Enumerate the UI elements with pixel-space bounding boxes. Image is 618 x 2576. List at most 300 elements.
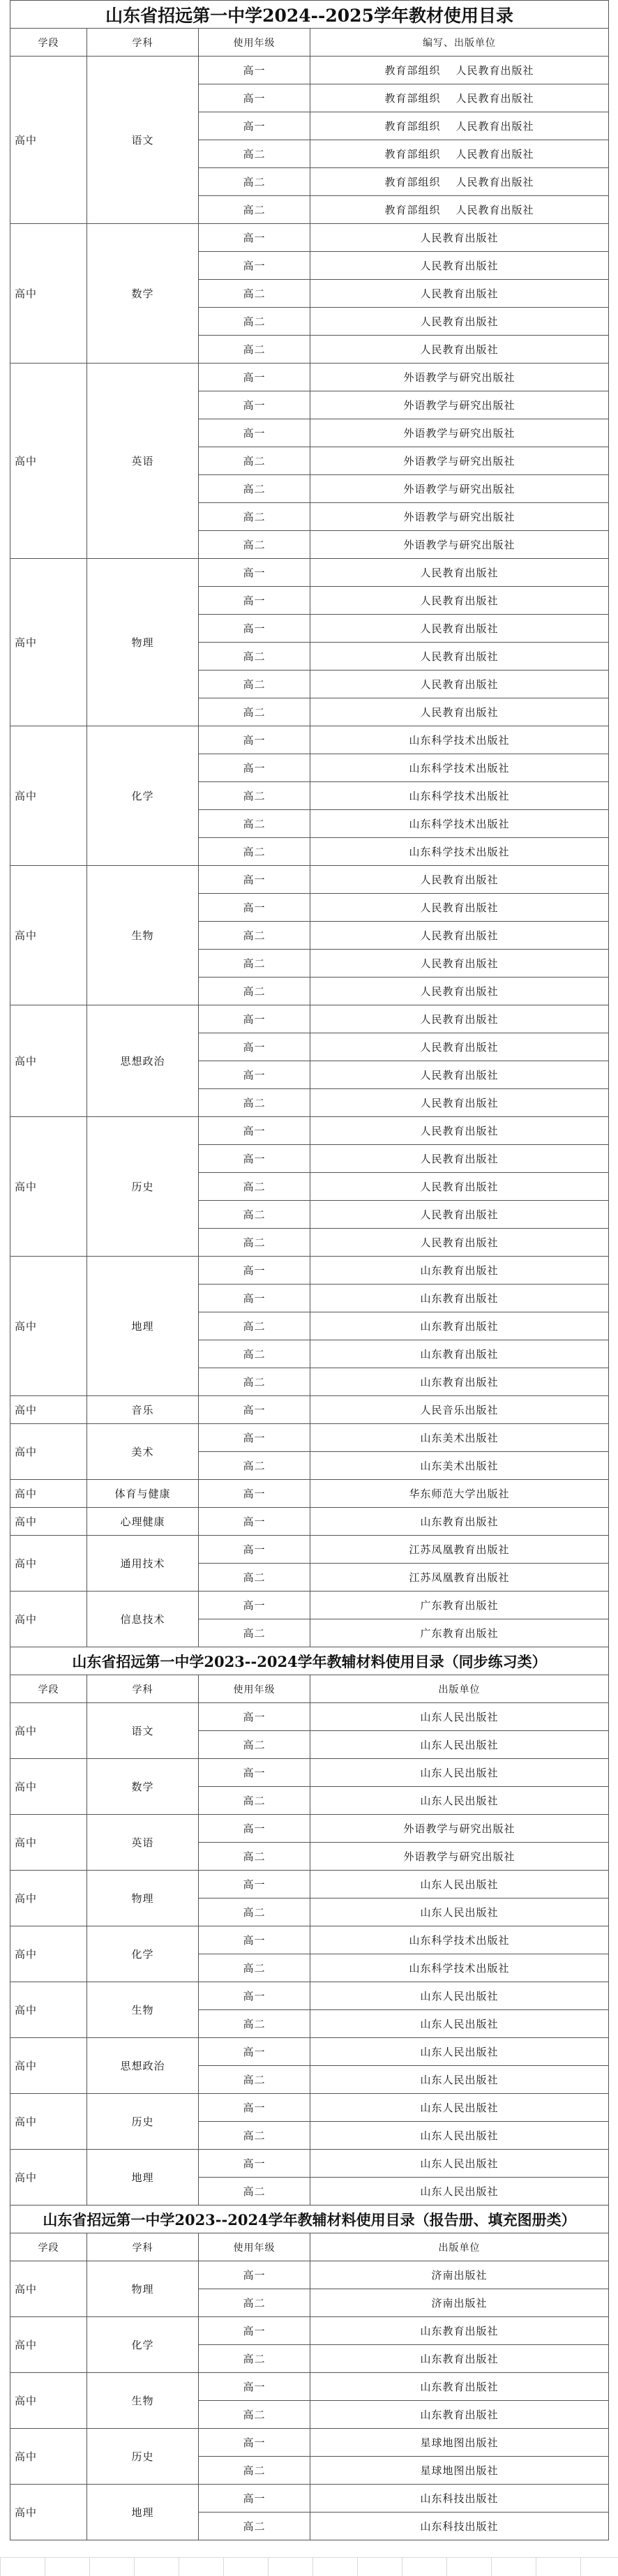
publisher-text: 济南出版社 bbox=[431, 2297, 488, 2309]
publisher-cell bbox=[310, 84, 609, 112]
publisher-cell bbox=[310, 2261, 609, 2289]
publisher-cell bbox=[310, 2485, 609, 2513]
catalog-document bbox=[10, 0, 608, 2540]
table-row bbox=[10, 1592, 609, 1619]
publisher-cell bbox=[310, 643, 609, 671]
column-header: 学段 bbox=[10, 2233, 87, 2261]
publisher-text: 山东教育出版社 bbox=[420, 2325, 499, 2337]
grade-cell: 高二 bbox=[199, 1089, 310, 1117]
grade-cell: 高二 bbox=[199, 1312, 310, 1340]
stage-cell: 高中 bbox=[10, 1117, 87, 1257]
publisher-text: 人民教育出版社 bbox=[420, 985, 499, 998]
grade-cell: 高二 bbox=[199, 280, 310, 308]
publisher-cell bbox=[310, 726, 609, 754]
grade-cell: 高二 bbox=[199, 2401, 310, 2429]
grade-cell: 高一 bbox=[199, 1815, 310, 1843]
stage-cell: 高中 bbox=[10, 2373, 87, 2429]
publisher-cell bbox=[310, 1899, 609, 1926]
grade-cell: 高一 bbox=[199, 2317, 310, 2345]
publisher-text: 山东科学技术出版社 bbox=[409, 762, 510, 774]
publisher-cell bbox=[310, 112, 609, 140]
publisher-text: 外语教学与研究出版社 bbox=[403, 399, 515, 412]
publisher-text: 山东科学技术出版社 bbox=[409, 1934, 510, 1947]
publisher-text: 山东人民出版社 bbox=[420, 2102, 499, 2114]
publisher-text: 山东科学技术出版社 bbox=[409, 790, 510, 802]
grade-cell: 高一 bbox=[199, 364, 310, 391]
stage-cell: 高中 bbox=[10, 1815, 87, 1871]
grade-cell: 高一 bbox=[199, 1061, 310, 1089]
publisher-cell bbox=[310, 1257, 609, 1285]
table-row bbox=[10, 1871, 609, 1899]
publisher-cell bbox=[310, 950, 609, 978]
grade-cell: 高二 bbox=[199, 140, 310, 168]
grade-cell: 高一 bbox=[199, 1005, 310, 1033]
grade-cell: 高一 bbox=[199, 1871, 310, 1899]
grade-cell: 高一 bbox=[199, 615, 310, 643]
publisher-text: 广东教育出版社 bbox=[420, 1627, 499, 1640]
stage-cell: 高中 bbox=[10, 1592, 87, 1647]
publisher-text: 山东人民出版社 bbox=[420, 1711, 499, 1723]
publisher-cell bbox=[310, 1173, 609, 1201]
stage-cell: 高中 bbox=[10, 2150, 87, 2206]
grade-cell: 高二 bbox=[199, 810, 310, 838]
grade-cell: 高一 bbox=[199, 1508, 310, 1536]
publisher-cell bbox=[310, 615, 609, 643]
grade-cell: 高一 bbox=[199, 1759, 310, 1787]
publisher-text: 山东人民出版社 bbox=[420, 1767, 499, 1779]
publisher-text: 人民教育出版社 bbox=[420, 232, 499, 244]
stage-cell: 高中 bbox=[10, 1536, 87, 1592]
publisher-text: 山东人民出版社 bbox=[420, 2129, 499, 2142]
grade-cell: 高二 bbox=[199, 447, 310, 475]
table-row bbox=[10, 2485, 609, 2513]
subject-cell: 思想政治 bbox=[87, 2038, 199, 2094]
table-row bbox=[10, 1396, 609, 1424]
publisher-cell bbox=[310, 1285, 609, 1312]
subject-cell: 地理 bbox=[87, 1257, 199, 1396]
publisher-cell bbox=[310, 1312, 609, 1340]
grade-cell: 高二 bbox=[199, 978, 310, 1005]
publisher-cell bbox=[310, 1201, 609, 1229]
grade-cell: 高二 bbox=[199, 503, 310, 531]
grade-cell: 高一 bbox=[199, 391, 310, 419]
grade-cell: 高二 bbox=[199, 308, 310, 336]
publisher-cell bbox=[310, 2066, 609, 2094]
subject-cell: 通用技术 bbox=[87, 1536, 199, 1592]
subject-cell: 历史 bbox=[87, 1117, 199, 1257]
column-header: 学段 bbox=[10, 1675, 87, 1703]
stage-cell: 高中 bbox=[10, 1257, 87, 1396]
publisher-cell bbox=[310, 1089, 609, 1117]
grade-cell: 高二 bbox=[199, 950, 310, 978]
publisher-text: 人民教育出版社 bbox=[455, 64, 534, 77]
publisher-text: 星球地图出版社 bbox=[420, 2436, 499, 2449]
publisher-cell bbox=[310, 1480, 609, 1508]
table-row bbox=[10, 726, 609, 754]
publisher-text: 山东人民出版社 bbox=[420, 1739, 499, 1751]
stage-cell: 高中 bbox=[10, 1926, 87, 1982]
publisher-text: 外语教学与研究出版社 bbox=[403, 511, 515, 523]
publisher-text: 人民教育出版社 bbox=[420, 1125, 499, 1137]
table-row bbox=[10, 1815, 609, 1843]
subject-cell: 英语 bbox=[87, 364, 199, 559]
grade-cell: 高一 bbox=[199, 2261, 310, 2289]
stage-cell: 高中 bbox=[10, 2094, 87, 2150]
table-row bbox=[10, 1508, 609, 1536]
publisher-text: 人民教育出版社 bbox=[420, 706, 499, 719]
table-row bbox=[10, 224, 609, 252]
publisher-cell bbox=[310, 1954, 609, 1982]
stage-cell: 高中 bbox=[10, 1759, 87, 1815]
catalog-section-table bbox=[10, 0, 609, 1647]
publisher-text: 人民教育出版社 bbox=[420, 957, 499, 970]
table-row bbox=[10, 2373, 609, 2401]
publisher-cell bbox=[310, 2094, 609, 2122]
publisher-text: 山东教育出版社 bbox=[420, 2353, 499, 2365]
publisher-text: 山东人民出版社 bbox=[420, 1878, 499, 1891]
table-row bbox=[10, 1759, 609, 1787]
grade-cell: 高一 bbox=[199, 2485, 310, 2513]
publisher-cell bbox=[310, 2457, 609, 2485]
subject-cell: 化学 bbox=[87, 2317, 199, 2373]
grade-cell: 高一 bbox=[199, 2429, 310, 2457]
stage-cell: 高中 bbox=[10, 1424, 87, 1480]
grade-cell: 高一 bbox=[199, 252, 310, 280]
publisher-text: 山东人民出版社 bbox=[420, 1990, 499, 2002]
publisher-cell bbox=[310, 866, 609, 894]
stage-cell: 高中 bbox=[10, 1396, 87, 1424]
grade-cell: 高二 bbox=[199, 1731, 310, 1759]
publisher-text: 人民教育出版社 bbox=[455, 204, 534, 216]
grade-cell: 高一 bbox=[199, 1285, 310, 1312]
publisher-cell bbox=[310, 2038, 609, 2066]
table-row bbox=[10, 2094, 609, 2122]
subject-cell: 体育与健康 bbox=[87, 1480, 199, 1508]
publisher-cell bbox=[310, 1619, 609, 1647]
column-header: 编写、出版单位 bbox=[310, 29, 609, 57]
publisher-cell bbox=[310, 1564, 609, 1592]
publisher-text: 山东教育出版社 bbox=[420, 1376, 499, 1388]
grade-cell: 高二 bbox=[199, 1954, 310, 1982]
publisher-cell bbox=[310, 419, 609, 447]
publisher-text: 山东人民出版社 bbox=[420, 1906, 499, 1919]
column-header: 使用年级 bbox=[199, 1675, 310, 1703]
grade-cell: 高二 bbox=[199, 1368, 310, 1396]
table-row bbox=[10, 57, 609, 84]
publisher-text: 人民教育出版社 bbox=[420, 287, 499, 300]
stage-cell: 高中 bbox=[10, 866, 87, 1005]
organizer-text: 教育部组织 bbox=[384, 204, 441, 216]
stage-cell: 高中 bbox=[10, 1982, 87, 2038]
grade-cell: 高二 bbox=[199, 2345, 310, 2373]
stage-cell: 高中 bbox=[10, 2485, 87, 2540]
publisher-cell bbox=[310, 1424, 609, 1452]
publisher-cell bbox=[310, 224, 609, 252]
publisher-cell bbox=[310, 1145, 609, 1173]
subject-cell: 心理健康 bbox=[87, 1508, 199, 1536]
publisher-cell bbox=[310, 2373, 609, 2401]
publisher-cell bbox=[310, 2345, 609, 2373]
publisher-text: 江苏凤凰教育出版社 bbox=[409, 1543, 510, 1556]
grade-cell: 高一 bbox=[199, 1480, 310, 1508]
stage-cell: 高中 bbox=[10, 1480, 87, 1508]
table-row bbox=[10, 1703, 609, 1731]
subject-cell: 数学 bbox=[87, 1759, 199, 1815]
grade-cell: 高二 bbox=[199, 1340, 310, 1368]
publisher-text: 华东师范大学出版社 bbox=[409, 1488, 510, 1500]
publisher-cell bbox=[310, 671, 609, 698]
publisher-text: 山东科技出版社 bbox=[420, 2520, 499, 2533]
grade-cell: 高二 bbox=[199, 168, 310, 196]
publisher-text: 人民教育出版社 bbox=[420, 1208, 499, 1221]
publisher-text: 广东教育出版社 bbox=[420, 1599, 499, 1612]
publisher-text: 外语教学与研究出版社 bbox=[403, 1822, 515, 1835]
grade-cell: 高二 bbox=[199, 2122, 310, 2150]
publisher-cell bbox=[310, 1117, 609, 1145]
column-header: 出版单位 bbox=[310, 1675, 609, 1703]
publisher-cell bbox=[310, 1005, 609, 1033]
publisher-cell bbox=[310, 1229, 609, 1257]
publisher-cell bbox=[310, 336, 609, 364]
organizer-text: 教育部组织 bbox=[384, 176, 441, 188]
column-header: 学科 bbox=[87, 29, 199, 57]
stage-cell: 高中 bbox=[10, 2261, 87, 2317]
publisher-cell bbox=[310, 1396, 609, 1424]
publisher-cell bbox=[310, 364, 609, 391]
publisher-text: 人民教育出版社 bbox=[455, 120, 534, 133]
publisher-cell bbox=[310, 2401, 609, 2429]
stage-cell: 高中 bbox=[10, 726, 87, 866]
grade-cell: 高二 bbox=[199, 1564, 310, 1592]
table-row bbox=[10, 364, 609, 391]
grade-cell: 高二 bbox=[199, 922, 310, 950]
publisher-text: 山东教育出版社 bbox=[420, 1515, 499, 1528]
subject-cell: 生物 bbox=[87, 2373, 199, 2429]
publisher-cell bbox=[310, 475, 609, 503]
table-row bbox=[10, 2150, 609, 2178]
table-row bbox=[10, 1117, 609, 1145]
publisher-cell bbox=[310, 2010, 609, 2038]
stage-cell: 高中 bbox=[10, 224, 87, 364]
grade-cell: 高一 bbox=[199, 894, 310, 922]
table-row bbox=[10, 2429, 609, 2457]
column-header: 使用年级 bbox=[199, 29, 310, 57]
grade-cell: 高二 bbox=[199, 698, 310, 726]
publisher-text: 外语教学与研究出版社 bbox=[403, 1850, 515, 1863]
publisher-cell bbox=[310, 1787, 609, 1815]
section-title: 山东省招远第一中学2023--2024学年教辅材料使用目录（同步练习类） bbox=[10, 1647, 609, 1675]
grade-cell: 高二 bbox=[199, 1173, 310, 1201]
publisher-text: 人民教育出版社 bbox=[455, 148, 534, 160]
spreadsheet-grid-footer bbox=[0, 2557, 618, 2576]
publisher-text: 山东教育出版社 bbox=[420, 2409, 499, 2421]
publisher-text: 山东科学技术出版社 bbox=[409, 1962, 510, 1975]
publisher-text: 山东教育出版社 bbox=[420, 2381, 499, 2393]
publisher-text: 山东科技出版社 bbox=[420, 2492, 499, 2505]
publisher-cell bbox=[310, 140, 609, 168]
publisher-text: 山东教育出版社 bbox=[420, 1292, 499, 1305]
publisher-cell bbox=[310, 894, 609, 922]
table-row bbox=[10, 1982, 609, 2010]
section-title: 山东省招远第一中学2024--2025学年教材使用目录 bbox=[10, 1, 609, 29]
publisher-cell bbox=[310, 1368, 609, 1396]
grade-cell: 高二 bbox=[199, 2178, 310, 2206]
publisher-cell bbox=[310, 1033, 609, 1061]
publisher-cell bbox=[310, 2429, 609, 2457]
publisher-cell bbox=[310, 1926, 609, 1954]
publisher-text: 人民教育出版社 bbox=[455, 176, 534, 188]
publisher-text: 人民教育出版社 bbox=[420, 567, 499, 579]
subject-cell: 地理 bbox=[87, 2485, 199, 2540]
publisher-cell bbox=[310, 1536, 609, 1564]
publisher-cell bbox=[310, 1871, 609, 1899]
grade-cell: 高一 bbox=[199, 587, 310, 615]
organizer-text: 教育部组织 bbox=[384, 92, 441, 105]
subject-cell: 生物 bbox=[87, 866, 199, 1005]
publisher-text: 济南出版社 bbox=[431, 2269, 488, 2282]
subject-cell: 信息技术 bbox=[87, 1592, 199, 1647]
grade-cell: 高二 bbox=[199, 2513, 310, 2540]
table-row bbox=[10, 2038, 609, 2066]
grade-cell: 高一 bbox=[199, 57, 310, 84]
grade-cell: 高二 bbox=[199, 196, 310, 224]
column-header: 使用年级 bbox=[199, 2233, 310, 2261]
grade-cell: 高二 bbox=[199, 1201, 310, 1229]
subject-cell: 物理 bbox=[87, 1871, 199, 1926]
grade-cell: 高一 bbox=[199, 1926, 310, 1954]
publisher-cell bbox=[310, 308, 609, 336]
publisher-text: 山东人民出版社 bbox=[420, 1795, 499, 1807]
publisher-text: 山东教育出版社 bbox=[420, 1320, 499, 1333]
publisher-text: 人民教育出版社 bbox=[420, 874, 499, 886]
section-title: 山东省招远第一中学2023--2024学年教辅材料使用目录（报告册、填充图册类） bbox=[10, 2206, 609, 2233]
publisher-cell bbox=[310, 1452, 609, 1480]
publisher-text: 外语教学与研究出版社 bbox=[403, 427, 515, 440]
subject-cell: 地理 bbox=[87, 2150, 199, 2206]
publisher-cell bbox=[310, 1340, 609, 1368]
publisher-cell bbox=[310, 1843, 609, 1871]
publisher-text: 人民教育出版社 bbox=[420, 343, 499, 356]
grade-cell: 高一 bbox=[199, 2150, 310, 2178]
publisher-text: 人民教育出版社 bbox=[420, 1181, 499, 1193]
stage-cell: 高中 bbox=[10, 559, 87, 726]
publisher-text: 人民教育出版社 bbox=[420, 678, 499, 691]
publisher-text: 人民教育出版社 bbox=[420, 1041, 499, 1054]
stage-cell: 高中 bbox=[10, 364, 87, 559]
subject-cell: 化学 bbox=[87, 1926, 199, 1982]
grade-cell: 高一 bbox=[199, 1117, 310, 1145]
grade-cell: 高二 bbox=[199, 1843, 310, 1871]
grade-cell: 高二 bbox=[199, 1899, 310, 1926]
publisher-cell bbox=[310, 196, 609, 224]
subject-cell: 思想政治 bbox=[87, 1005, 199, 1117]
grade-cell: 高一 bbox=[199, 1536, 310, 1564]
publisher-text: 山东人民出版社 bbox=[420, 2157, 499, 2170]
column-header: 学段 bbox=[10, 29, 87, 57]
grade-cell: 高二 bbox=[199, 1229, 310, 1257]
grade-cell: 高二 bbox=[199, 2457, 310, 2485]
subject-cell: 物理 bbox=[87, 2261, 199, 2317]
publisher-cell bbox=[310, 503, 609, 531]
publisher-cell bbox=[310, 1592, 609, 1619]
publisher-text: 外语教学与研究出版社 bbox=[403, 455, 515, 467]
grade-cell: 高一 bbox=[199, 1396, 310, 1424]
table-row bbox=[10, 2317, 609, 2345]
publisher-cell bbox=[310, 2178, 609, 2206]
publisher-cell bbox=[310, 810, 609, 838]
publisher-cell bbox=[310, 1759, 609, 1787]
publisher-cell bbox=[310, 57, 609, 84]
subject-cell: 英语 bbox=[87, 1815, 199, 1871]
column-header: 学科 bbox=[87, 2233, 199, 2261]
publisher-cell bbox=[310, 2122, 609, 2150]
publisher-text: 人民教育出版社 bbox=[420, 929, 499, 942]
publisher-text: 人民教育出版社 bbox=[420, 260, 499, 272]
publisher-text: 山东科学技术出版社 bbox=[409, 818, 510, 830]
publisher-text: 山东人民出版社 bbox=[420, 2074, 499, 2086]
publisher-text: 山东人民出版社 bbox=[420, 2046, 499, 2058]
stage-cell: 高中 bbox=[10, 2429, 87, 2485]
publisher-cell bbox=[310, 168, 609, 196]
publisher-text: 人民教育出版社 bbox=[420, 315, 499, 328]
stage-cell: 高中 bbox=[10, 2038, 87, 2094]
publisher-text: 人民教育出版社 bbox=[420, 901, 499, 914]
publisher-cell bbox=[310, 2317, 609, 2345]
subject-cell: 语文 bbox=[87, 57, 199, 224]
grade-cell: 高一 bbox=[199, 1257, 310, 1285]
publisher-cell bbox=[310, 280, 609, 308]
subject-cell: 物理 bbox=[87, 559, 199, 726]
grade-cell: 高一 bbox=[199, 224, 310, 252]
publisher-text: 山东人民出版社 bbox=[420, 2018, 499, 2030]
stage-cell: 高中 bbox=[10, 1508, 87, 1536]
subject-cell: 数学 bbox=[87, 224, 199, 364]
publisher-cell bbox=[310, 1815, 609, 1843]
grade-cell: 高二 bbox=[199, 475, 310, 503]
publisher-text: 山东教育出版社 bbox=[420, 1264, 499, 1277]
stage-cell: 高中 bbox=[10, 2317, 87, 2373]
publisher-text: 外语教学与研究出版社 bbox=[403, 371, 515, 384]
publisher-text: 人民教育出版社 bbox=[420, 1153, 499, 1165]
publisher-cell bbox=[310, 698, 609, 726]
table-row bbox=[10, 866, 609, 894]
table-row bbox=[10, 1926, 609, 1954]
grade-cell: 高一 bbox=[199, 1145, 310, 1173]
publisher-text: 人民教育出版社 bbox=[420, 1069, 499, 1081]
grade-cell: 高一 bbox=[199, 754, 310, 782]
grade-cell: 高二 bbox=[199, 1619, 310, 1647]
grade-cell: 高一 bbox=[199, 1982, 310, 2010]
grade-cell: 高一 bbox=[199, 84, 310, 112]
publisher-text: 外语教学与研究出版社 bbox=[403, 483, 515, 495]
column-header: 学科 bbox=[87, 1675, 199, 1703]
subject-cell: 音乐 bbox=[87, 1396, 199, 1424]
publisher-text: 人民教育出版社 bbox=[420, 622, 499, 635]
publisher-cell bbox=[310, 1982, 609, 2010]
grade-cell: 高一 bbox=[199, 559, 310, 587]
publisher-cell bbox=[310, 559, 609, 587]
publisher-cell bbox=[310, 1061, 609, 1089]
grade-cell: 高二 bbox=[199, 2010, 310, 2038]
publisher-cell bbox=[310, 922, 609, 950]
catalog-section-table bbox=[10, 1647, 609, 2206]
grade-cell: 高一 bbox=[199, 2038, 310, 2066]
publisher-cell bbox=[310, 2289, 609, 2317]
publisher-cell bbox=[310, 1508, 609, 1536]
grade-cell: 高二 bbox=[199, 1787, 310, 1815]
stage-cell: 高中 bbox=[10, 1703, 87, 1759]
publisher-text: 人民教育出版社 bbox=[455, 92, 534, 105]
